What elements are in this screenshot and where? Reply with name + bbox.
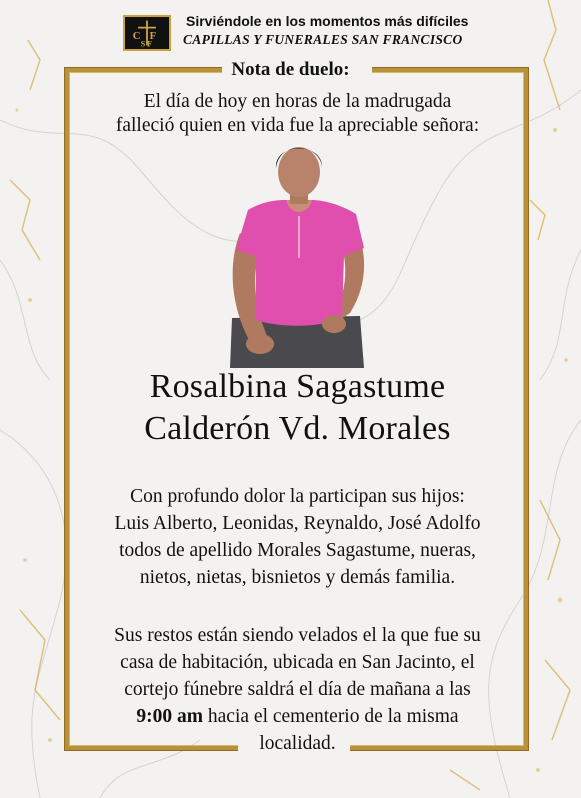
funeral-home-logo xyxy=(123,15,171,51)
notice-title: Nota de duelo: xyxy=(231,59,350,80)
intro-line: falleció quien en vida fue la apreciable señora: xyxy=(115,115,480,136)
logo-letter-c: C xyxy=(132,31,141,43)
service-line: localidad. xyxy=(259,733,336,754)
logo-letter-f: F xyxy=(149,31,157,43)
service-line: Sus restos están siendo velados el la que fue su xyxy=(114,625,481,646)
family-line: Luis Alberto, Leonidas, Reynaldo, José Adolfo xyxy=(114,513,481,534)
service-details xyxy=(0,622,581,757)
family-line: todos de apellido Morales Sagastume, nueras, xyxy=(119,540,476,561)
service-line: casa de habitación, ubicada en San Jacinto, el xyxy=(120,652,475,673)
logo-letters-sf: S F xyxy=(140,39,153,49)
family-line: nietos, nietas, bisnietos y demás familia. xyxy=(139,567,456,588)
header xyxy=(0,10,581,55)
service-time-continuation: hacia el cementerio de la misma xyxy=(203,706,459,727)
deceased-portrait xyxy=(230,138,367,368)
tagline: Sirviéndole en los momentos más difíciles xyxy=(186,13,469,29)
deceased-name-line: Rosalbina Sagastume xyxy=(149,368,446,405)
intro-line: El día de hoy en horas de la madrugada xyxy=(143,91,452,112)
intro-text xyxy=(0,90,581,138)
family-announcement xyxy=(0,483,581,591)
service-line: cortejo fúnebre saldrá el día de mañana a las xyxy=(124,679,471,700)
service-time-line xyxy=(0,703,581,730)
deceased-name xyxy=(0,366,581,450)
deceased-name-line: Calderón Vd. Morales xyxy=(144,410,451,447)
company-name: CAPILLAS Y FUNERALES SAN FRANCISCO xyxy=(183,32,463,47)
family-line: Con profundo dolor la participan sus hijos: xyxy=(130,486,465,507)
service-time: 9:00 am xyxy=(136,706,204,727)
